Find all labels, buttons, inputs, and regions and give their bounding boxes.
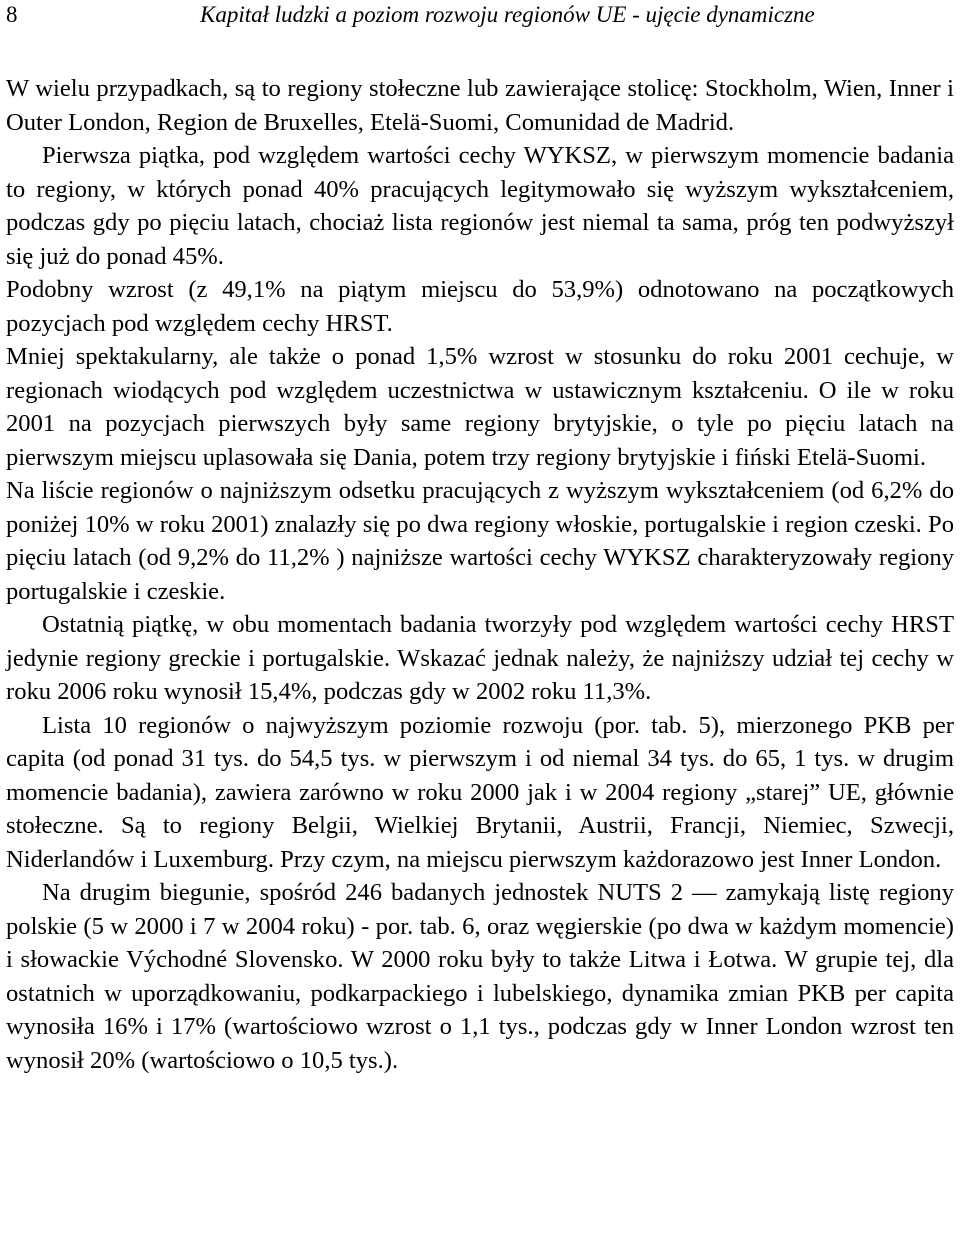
paragraph [6, 72, 954, 139]
text-segment: Ostatnią piątkę, w obu momentach badania tworzyły pod względem wartości cechy HRST jedynie regiony greckie i portugalskie. [6, 611, 954, 672]
text-segment: Wskazać jednak należy, że najniższy udział tej cechy w roku 2006 roku wynosił 15,4%, podczas gdy w 2002 roku 11,3%. [6, 644, 955, 705]
page-number: 8 [6, 2, 18, 27]
text-segment: Przy czym, na miejscu pierwszym każdorazowo jest Inner London. [273, 845, 942, 873]
text-segment: W wielu przypadkach, są to regiony stołeczne lub zawierające stolicę: Stockholm, Wien, Inner i Outer London, Region de Bruxelles, Etelä-Suomi, Comunidad de Madrid. [6, 75, 954, 136]
paragraph [6, 709, 954, 877]
page-header [6, 0, 954, 34]
text-segment: Na liście regionów o najniższym odsetku pracujących z wyższym wykształceniem (od 6,2% do poniżej 10% w roku 2001) znalazły się po dwa regiony włoskie, portugalskie i region czeski. [6, 477, 954, 538]
paragraph [6, 340, 954, 474]
paragraph [6, 474, 954, 608]
text-segment: Lista 10 regionów o najwyższym poziomie rozwoju (por. tab. 5), mierzonego PKB per capita (od ponad 31 tys. do 54,5 tys. w pierwszym i od niemal 34 tys. do 65, 1 tys. w drugim momencie badania), zawiera zarówno w roku 2000 jak i w 2004 regiony „starej” UE, głównie stołeczne. [6, 711, 954, 839]
body-text [6, 72, 954, 1077]
paragraph [6, 608, 954, 709]
text-segment: Pierwsza piątka, pod względem wartości cechy WYKSZ, w pierwszym momencie badania to regiony, w których ponad 40% pracujących legitymowało się wyższym wykształceniem, podczas gdy po pięciu latach, chociaż lista regionów jest niemal ta sama, próg ten podwyższył się już do ponad 45%. [6, 142, 954, 270]
text-segment: Na drugim biegunie, spośród 246 badanych jednostek NUTS 2 — zamykają listę regiony polskie (5 w 2000 i 7 w 2004 roku) - por. tab. 6, oraz węgierskie (po dwa w każdym momencie) i słowackie Východné Slovensko. [6, 879, 954, 973]
text-segment: Mniej spektakularny, ale także o ponad 1,5% wzrost w stosunku do roku 2001 cechuje, w regionach wiodących pod względem uczestnictwa w ustawicznym kształceniu. [6, 343, 954, 404]
text-segment: O ile w roku 2001 na pozycjach pierwszych były same regiony brytyjskie, o tyle po pięciu latach na pierwszym miejscu uplasowała się Dania, potem trzy regiony brytyjskie i fiński Etelä-Suomi. [6, 376, 954, 471]
text-segment: Podobny wzrost (z 49,1% na piątym miejscu do 53,9%) odnotowano na początkowych pozycjach pod względem cechy HRST. [6, 276, 954, 337]
paragraph [6, 139, 954, 273]
paragraph [6, 876, 954, 1077]
text-segment: W 2000 roku były to także Litwa i Łotwa. [343, 946, 778, 973]
text-segment: W grupie tej, dla ostatnich w uporządkowaniu, podkarpackiego i lubelskiego, dynamika zmian PKB per capita wynosiła 16% i 17% (wartościowo wzrost o 1,1 tys., podczas gdy w Inner London wzrost ten wynosił 20% (wartościowo o 10,5 tys.). [6, 946, 954, 1074]
text-segment: Po pięciu latach (od 9,2% do 11,2% ) najniższe wartości cechy WYKSZ charakteryzowały regiony portugalskie i czeskie. [6, 510, 954, 605]
paragraph [6, 273, 954, 340]
text-segment: Są to regiony Belgii, Wielkiej Brytanii, Austrii, Francji, Niemiec, Szwecji, Niderlandów i Luxemburg. [6, 812, 954, 873]
running-title: Kapitał ludzki a poziom rozwoju regionów UE - ujęcie dynamiczne [200, 2, 815, 27]
